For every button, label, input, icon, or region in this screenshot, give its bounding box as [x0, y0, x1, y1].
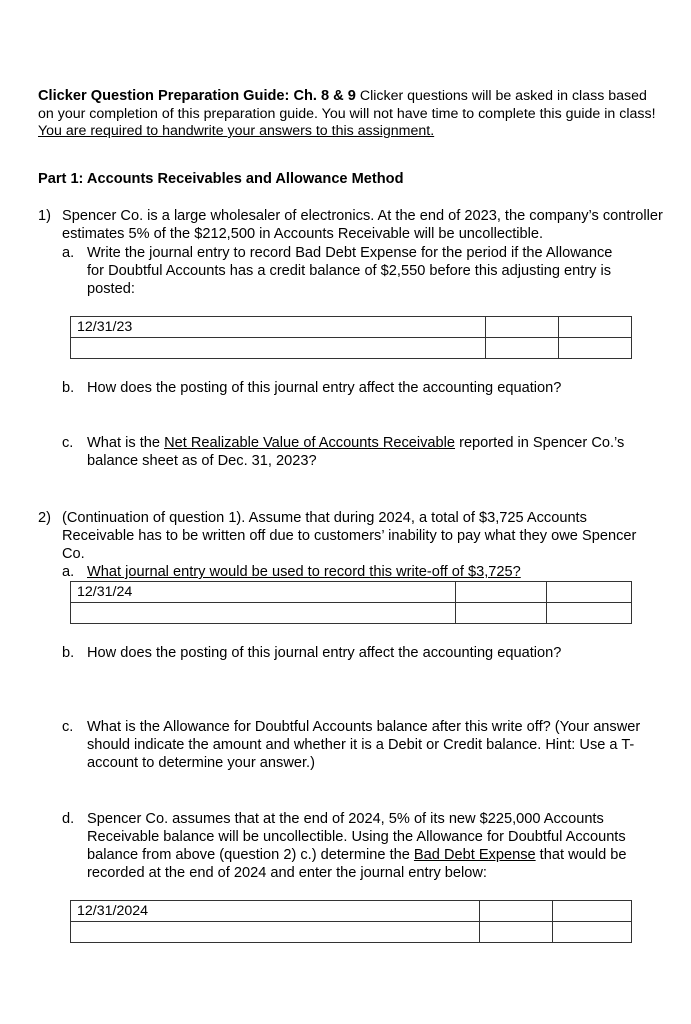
question-1a-label: a.: [62, 245, 75, 261]
credit-cell[interactable]: [559, 338, 632, 359]
debit-cell[interactable]: [486, 317, 559, 338]
credit-cell[interactable]: [553, 901, 632, 922]
debit-cell[interactable]: [456, 603, 547, 624]
question-2b-text: How does the posting of this journal entry affect the accounting equation?: [87, 645, 562, 661]
question-2c-text: What is the Allowance for Doubtful Accounts balance after this write off? (Your answer should indicate the amount and whether it is a Debit or Credit balance. Hint: Use a T-account to determine your answer.): [87, 719, 641, 771]
part1-heading: Part 1: Accounts Receivables and Allowance Method: [38, 171, 404, 187]
table-row: [71, 901, 632, 922]
question-1-number: 1): [38, 208, 51, 224]
question-2a-label: a.: [62, 564, 75, 580]
question-1c-text: What is the Net Realizable Value of Accounts Receivable reported in Spencer Co.’s balance sheet as of Dec. 31, 2023?: [87, 435, 625, 469]
table-row: [71, 603, 632, 624]
question-2b-label: b.: [62, 645, 75, 661]
question-2-text: (Continuation of question 1). Assume that during 2024, a total of $3,725 Accounts Receivable has to be written off due to customers’ inability to pay what they owe Spencer Co.: [62, 510, 637, 562]
journal-date-cell[interactable]: 12/31/2024: [71, 901, 480, 922]
credit-cell[interactable]: [547, 603, 632, 624]
account-cell[interactable]: [71, 603, 456, 624]
intro-paragraph: [38, 88, 658, 141]
bad-debt-term: Bad Debt Expense: [413, 847, 536, 863]
intro-body: Clicker questions will be asked in class based on your completion of this preparation guide. You will not have time to complete this guide in class!: [38, 88, 656, 122]
journal-table-1: [70, 316, 632, 359]
question-1b-label: b.: [62, 380, 75, 396]
debit-cell[interactable]: [480, 901, 553, 922]
guide-title: Clicker Question Preparation Guide: Ch. 8 & 9: [38, 88, 356, 104]
handwrite-requirement: You are required to handwrite your answers to this assignment.: [38, 123, 435, 139]
credit-cell[interactable]: [553, 922, 632, 943]
question-2-number: 2): [38, 510, 51, 526]
debit-cell[interactable]: [456, 582, 547, 603]
journal-date-cell[interactable]: 12/31/23: [71, 317, 486, 338]
question-1c-label: c.: [62, 435, 74, 451]
journal-table-2: [70, 581, 632, 624]
question-1a-text: Write the journal entry to record Bad Debt Expense for the period if the Allowance for Doubtful Accounts has a credit balance of $2,550 before this adjusting entry is posted:: [87, 245, 613, 297]
question-1-text: Spencer Co. is a large wholesaler of electronics. At the end of 2023, the company’s controller estimates 5% of the $212,500 in Accounts Receivable will be uncollectible.: [62, 208, 663, 242]
journal-table-3: [70, 900, 632, 943]
debit-cell[interactable]: [486, 338, 559, 359]
question-1b-text: How does the posting of this journal entry affect the accounting equation?: [87, 380, 562, 396]
account-cell[interactable]: [71, 922, 480, 943]
credit-cell[interactable]: [559, 317, 632, 338]
debit-cell[interactable]: [480, 922, 553, 943]
table-row: [71, 338, 632, 359]
table-row: [71, 922, 632, 943]
question-2c-label: c.: [62, 719, 74, 735]
nrv-term: Net Realizable Value of Accounts Receivable: [164, 435, 456, 451]
question-2d-label: d.: [62, 811, 75, 827]
question-2a-text: What journal entry would be used to record this write-off of $3,725?: [87, 564, 521, 580]
credit-cell[interactable]: [547, 582, 632, 603]
account-cell[interactable]: [71, 338, 486, 359]
journal-date-cell[interactable]: 12/31/24: [71, 582, 456, 603]
table-row: [71, 317, 632, 338]
question-2d-text: Spencer Co. assumes that at the end of 2024, 5% of its new $225,000 Accounts Receivable balance will be uncollectible. Using the Allowance for Doubtful Accounts balance from above (question 2) c.) determine the Bad Debt Expense that would be recorded at the end of 2024 and enter the journal entry below:: [87, 811, 627, 881]
table-row: [71, 582, 632, 603]
